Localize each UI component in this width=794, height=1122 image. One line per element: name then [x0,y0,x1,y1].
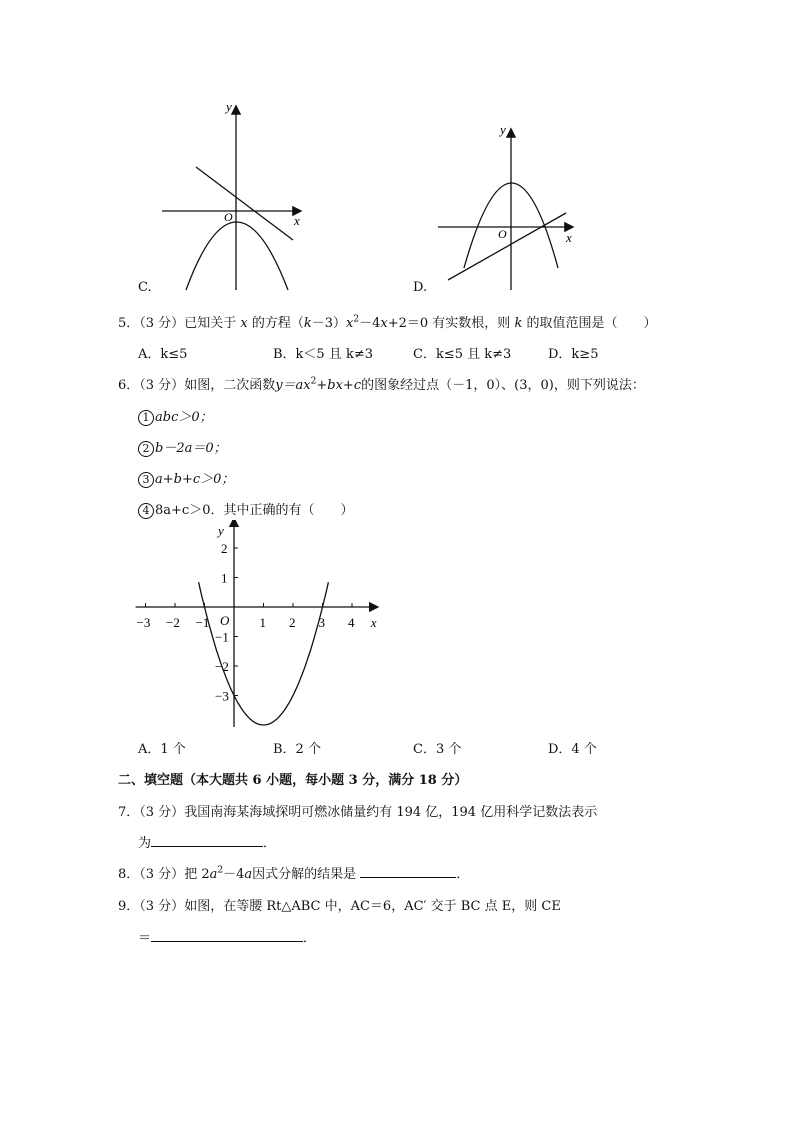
q7-number: 7． [118,805,140,820]
q6-option-a: A．1 个 [138,742,186,757]
y-tick-label: 2 [221,541,228,556]
circled-number: 1 [138,410,154,426]
q9-text: 如图，在等腰 Rt△ABC 中，AC＝6，AC′ 交于 BC 点 E，则 CE [184,899,561,914]
q5-text: 的取值范围是（ ） [526,316,657,331]
q6-number: 6． [118,378,140,393]
q6-exponent: 2 [310,376,317,387]
line-graph [196,167,293,240]
circled-number: 3 [138,472,154,488]
q6-text: 的图象经过点（－1，0）、(3，0)，则下列说法： [361,378,645,393]
q6-statement-1 [138,406,213,426]
origin-label: O [220,613,230,628]
q5-number: 5． [118,316,140,331]
q9-score: （3 分） [139,899,185,914]
section-2-heading: 二、填空题（本大题共 6 小题，每小题 3 分，满分 18 分） [118,773,468,788]
q6-chart-svg [135,520,395,735]
circled-number: 4 [138,503,154,519]
statement-text: abc＞0； [155,410,213,425]
answer-blank[interactable] [360,865,456,878]
q7-line-2 [138,832,276,851]
statement-text: 8a+c＞0．其中正确的有（ ） [155,503,354,518]
y-axis-label: y [500,122,506,137]
q8-exponent: 2 [217,865,224,876]
q5-text: －3） [311,316,347,331]
statement-text: a+b+c＞0； [155,472,235,487]
q7-text: 为 [138,836,152,851]
q5-text: +2＝0 有实数根，则 [387,316,511,331]
graph-c-svg [130,95,310,295]
y-tick-label: −3 [215,688,229,704]
q8-text: 把 2 [184,867,210,882]
x-tick-label: 1 [259,615,266,630]
x-tick-label: 2 [289,615,296,630]
q8-score: （3 分） [139,867,185,882]
q8-end: ． [456,867,470,882]
x-tick-label: 3 [318,615,325,630]
graph-d-label: D. [413,280,428,295]
origin-label: O [224,210,233,224]
q5-option-d: D．k≥5 [548,347,599,362]
q5-exponent: 2 [353,314,360,325]
statement-text: b－2a＝0； [155,441,227,456]
q6-function: +bx+c [316,378,362,393]
q5-score: （3 分） [139,316,185,331]
question-7 [118,801,597,820]
q6-chart [135,520,395,735]
q7-end: ． [263,836,277,851]
x-tick-label: −1 [195,615,210,630]
parabola-graph [186,222,288,290]
q8-text: 因式分解的结果是 [252,867,357,882]
q8-var-a: a [244,867,253,882]
q7-text: 我国南海某海域探明可燃冰储量约有 194 亿，194 亿用科学记数法表示 [184,805,598,820]
graph-c-label: C. [138,280,152,295]
question-6 [118,374,645,393]
q6-option-d: D．4 个 [548,742,597,757]
question-8 [118,863,469,882]
x-tick-label: −3 [136,615,151,630]
x-tick-label: 4 [348,615,355,630]
question-9 [118,895,561,914]
q6-statement-4 [138,499,353,519]
q9-line-2 [138,927,316,946]
x-axis-label: x [370,615,377,630]
answer-blank[interactable] [151,834,263,847]
q8-text: －4 [223,867,245,882]
q9-text: ＝ [138,931,152,946]
q7-score: （3 分） [139,805,185,820]
graph-d [430,120,580,295]
q5-option-a: A．k≤5 [138,347,188,362]
y-tick-label: −1 [215,629,229,645]
graph-d-svg [430,120,580,295]
y-tick-label: 1 [221,570,228,586]
q9-end: ． [303,931,317,946]
q8-number: 8． [118,867,140,882]
x-axis-label: x [566,230,572,245]
q9-number: 9． [118,899,140,914]
q8-var-a: a [209,867,218,882]
q5-var-k: k [303,316,312,331]
y-axis-label: y [218,523,224,538]
circled-number: 2 [138,441,154,457]
q5-var-x: x [346,316,354,331]
x-tick-label: −2 [166,615,180,630]
line-graph [448,213,566,280]
y-tick-label: −2 [215,659,229,674]
q5-var-x: x [240,316,248,331]
q5-text: 的方程（ [251,316,304,331]
graph-c [130,95,310,295]
q5-option-b: B．k＜5 且 k≠3 [273,347,374,362]
answer-blank[interactable] [151,929,303,942]
y-axis-label: y [226,99,232,114]
q6-option-b: B．2 个 [273,742,321,757]
q5-text: 已知关于 [184,316,237,331]
q6-text: 如图，二次函数 [184,378,276,393]
q5-option-c: C．k≤5 且 k≠3 [413,347,512,362]
q6-score: （3 分） [139,378,185,393]
q5-var-k: k [514,316,523,331]
question-5 [118,312,656,331]
q6-statement-3 [138,468,234,488]
q6-statement-2 [138,437,227,457]
q6-function: y＝ax [275,378,311,393]
x-axis-label: x [294,213,300,228]
origin-label: O [498,227,507,241]
q6-option-c: C．3 个 [413,742,462,757]
q5-var-x: x [380,316,388,331]
q5-text: －4 [359,316,381,331]
